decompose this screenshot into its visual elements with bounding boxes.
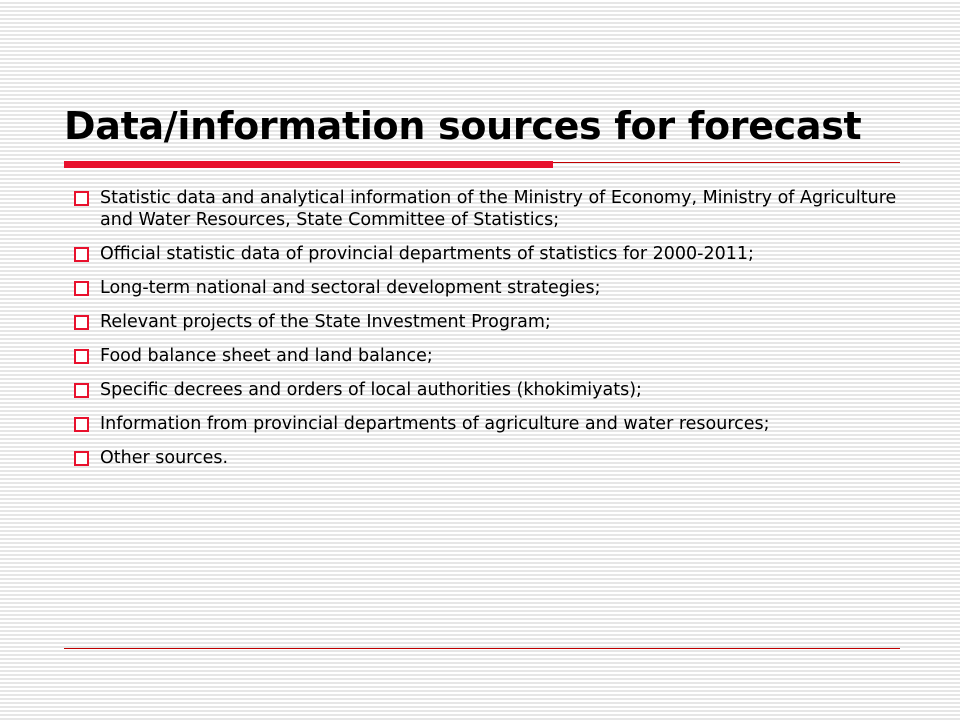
bullet-item-provincial-agriculture [74, 413, 900, 435]
bullet-text: Information from provincial departments of agriculture and water resources; [100, 414, 770, 434]
bullet-text: Statistic data and analytical information of the Ministry of Economy, Ministry of Agriculture and Water Resources, State Committee of Statistics; [100, 188, 897, 230]
bullet-text: Food balance sheet and land balance; [100, 346, 433, 366]
hollow-square-bullet-icon [74, 383, 89, 398]
hollow-square-bullet-icon [74, 451, 89, 466]
bullet-item-local-decrees [74, 379, 900, 401]
hollow-square-bullet-icon [74, 281, 89, 296]
hollow-square-bullet-icon [74, 417, 89, 432]
bullet-text: Relevant projects of the State Investment Program; [100, 312, 551, 332]
hollow-square-bullet-icon [74, 315, 89, 330]
bullet-item-other-sources [74, 447, 900, 469]
hollow-square-bullet-icon [74, 349, 89, 364]
hollow-square-bullet-icon [74, 247, 89, 262]
bullet-text: Specific decrees and orders of local authorities (khokimiyats); [100, 380, 642, 400]
bullet-text: Long-term national and sectoral development strategies; [100, 278, 601, 298]
bullet-item-food-balance [74, 345, 900, 367]
bullet-item-provincial-statistics [74, 243, 900, 265]
footer-divider [64, 648, 900, 649]
hollow-square-bullet-icon [74, 191, 89, 206]
bullet-text: Official statistic data of provincial departments of statistics for 2000-2011; [100, 244, 754, 264]
bullet-list [74, 187, 900, 481]
bullet-item-ministry-data [74, 187, 900, 231]
bullet-item-investment-program [74, 311, 900, 333]
bullet-item-development-strategies [74, 277, 900, 299]
slide-title: Data/information sources for forecast [64, 104, 862, 148]
bullet-text: Other sources. [100, 448, 229, 468]
title-underline-accent [64, 161, 553, 168]
